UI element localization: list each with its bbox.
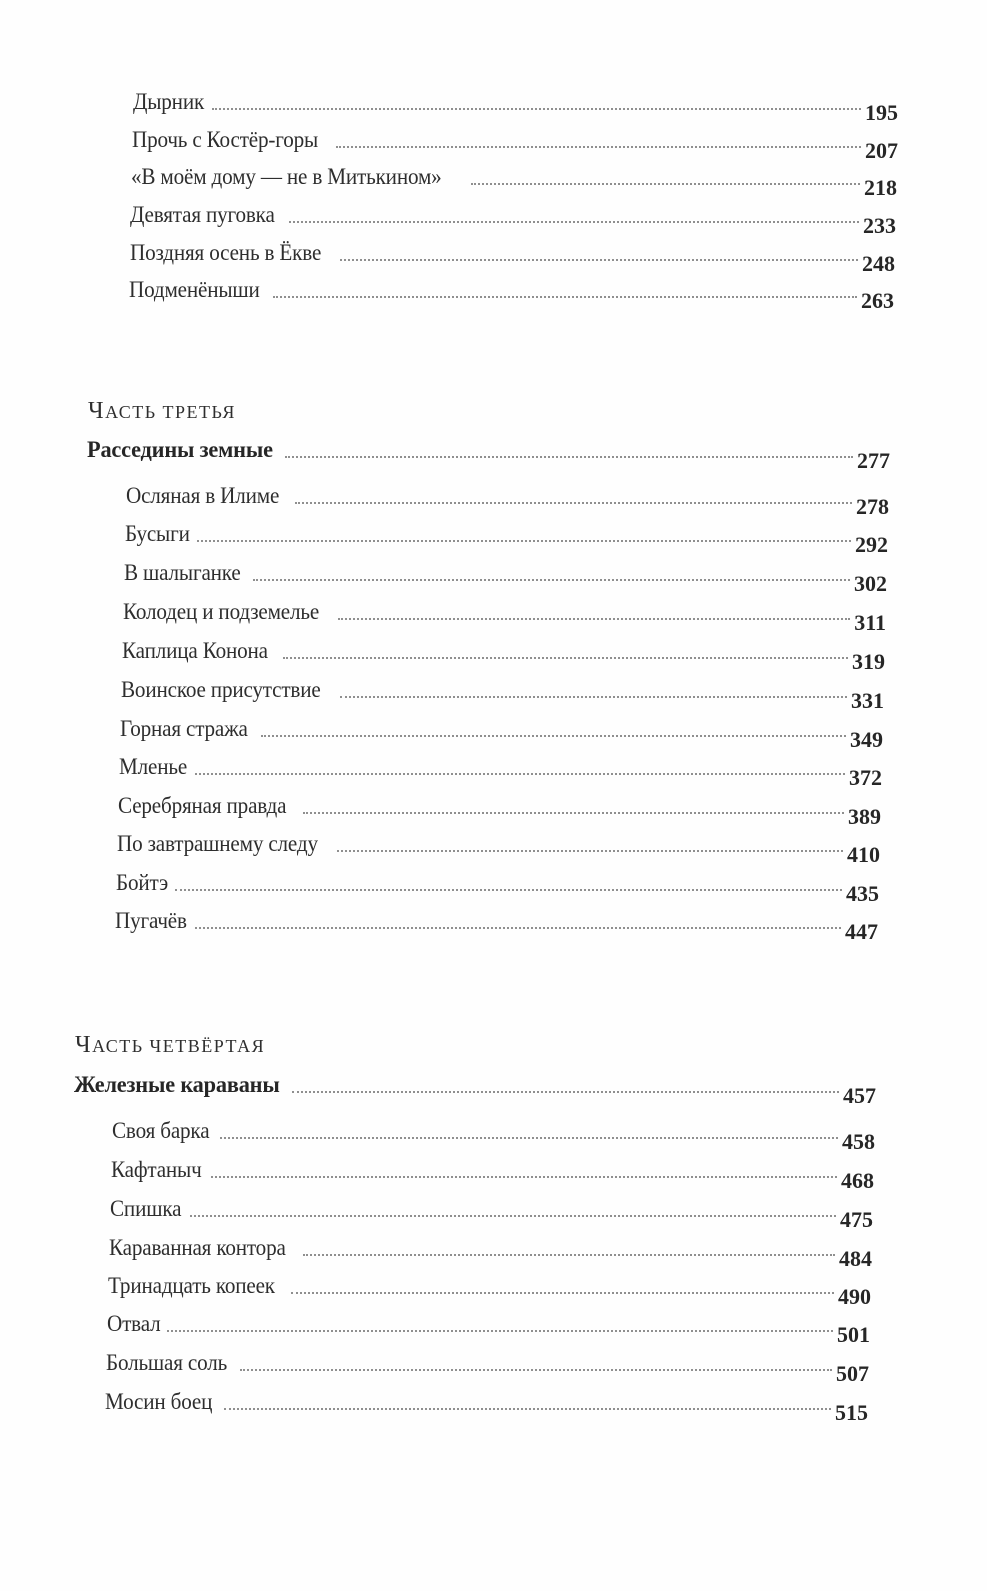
- entry-page-number: 331: [851, 688, 884, 713]
- entry-page-number: 278: [856, 494, 889, 519]
- entry-page-number: 207: [865, 138, 898, 163]
- entry-title: Бусыги: [125, 521, 190, 546]
- entry-title: «В моём дому — не в Митькином»: [131, 164, 442, 189]
- toc-chapter-entry[interactable]: [87, 432, 890, 473]
- chapter-title: Железные караваны: [74, 1072, 280, 1098]
- dot-leader: [224, 1408, 831, 1410]
- entry-title: Своя барка: [112, 1118, 210, 1143]
- toc-entry[interactable]: [123, 594, 886, 635]
- dot-leader: [190, 1215, 836, 1217]
- toc-entry[interactable]: [120, 711, 883, 752]
- toc-entry[interactable]: [131, 159, 897, 200]
- entry-page-number: 484: [839, 1246, 872, 1271]
- toc-entry[interactable]: [117, 826, 880, 867]
- dot-leader: [289, 221, 859, 223]
- entry-title: Колодец и подземелье: [123, 599, 320, 624]
- entry-page-number: 372: [849, 765, 882, 790]
- entry-title: Воинское присутствие: [121, 677, 321, 702]
- toc-entry[interactable]: [112, 1113, 875, 1154]
- part-four-label: ЧАСТЬ ЧЕТВЁРТАЯ: [75, 1032, 266, 1058]
- toc-entry[interactable]: [108, 1268, 871, 1309]
- entry-page-number: 475: [840, 1207, 873, 1232]
- toc-entry[interactable]: [107, 1306, 870, 1347]
- dot-leader: [338, 618, 850, 620]
- entry-title: Тринадцать копеек: [108, 1273, 275, 1298]
- chapter-page-number: 457: [843, 1083, 876, 1108]
- dot-leader: [261, 735, 846, 737]
- dot-leader: [273, 296, 857, 298]
- dot-leader: [283, 657, 848, 659]
- entry-page-number: 195: [865, 100, 898, 125]
- toc-entry[interactable]: [109, 1230, 872, 1271]
- toc-entry[interactable]: [126, 478, 889, 519]
- entry-title: Девятая пуговка: [130, 202, 275, 227]
- entry-title: Мленье: [119, 754, 188, 779]
- toc-entry[interactable]: [118, 788, 881, 829]
- entry-title: Горная стража: [120, 716, 248, 741]
- toc-entry[interactable]: [115, 903, 878, 944]
- dot-leader: [212, 108, 861, 110]
- entry-page-number: 435: [846, 881, 879, 906]
- toc-entry[interactable]: [122, 633, 885, 674]
- toc-entry[interactable]: [132, 122, 898, 163]
- dot-leader: [295, 502, 853, 504]
- entry-title: Поздняя осень в Ёкве: [130, 240, 322, 265]
- entry-page-number: 263: [861, 288, 894, 313]
- dot-leader: [167, 1330, 833, 1332]
- entry-title: Отвал: [107, 1311, 161, 1336]
- dot-leader: [291, 1292, 834, 1294]
- dot-leader: [253, 579, 850, 581]
- entry-title: Спишка: [110, 1196, 182, 1221]
- dot-leader: [340, 696, 847, 698]
- entry-page-number: 389: [848, 804, 881, 829]
- dot-leader: [195, 927, 841, 929]
- entry-page-number: 302: [854, 571, 887, 596]
- toc-entry[interactable]: [111, 1152, 874, 1193]
- toc-entry[interactable]: [130, 235, 895, 276]
- dot-leader: [285, 456, 853, 458]
- entry-page-number: 490: [838, 1284, 871, 1309]
- entry-page-number: 349: [850, 727, 883, 752]
- entry-title: Осляная в Илиме: [126, 483, 280, 508]
- entry-title: Серебряная правда: [118, 793, 287, 818]
- entry-title: Бойтэ: [116, 870, 168, 895]
- entry-page-number: 501: [837, 1322, 870, 1347]
- entry-title: В шалыганке: [124, 560, 241, 585]
- entry-page-number: 447: [845, 919, 878, 944]
- dot-leader: [303, 812, 844, 814]
- toc-entry[interactable]: [106, 1345, 869, 1386]
- dot-leader: [336, 146, 861, 148]
- toc-entry[interactable]: [116, 865, 879, 906]
- toc-entry[interactable]: [130, 197, 896, 238]
- dot-leader: [292, 1091, 839, 1093]
- entry-title: По завтрашнему следу: [117, 831, 318, 856]
- entry-title: Пугачёв: [115, 908, 187, 933]
- entry-title: Прочь с Костёр-горы: [132, 127, 319, 152]
- dot-leader: [220, 1137, 838, 1139]
- toc-entry[interactable]: [133, 84, 898, 125]
- toc-entry[interactable]: [110, 1191, 873, 1232]
- dot-leader: [197, 540, 851, 542]
- entry-page-number: 311: [854, 610, 886, 635]
- toc-entry[interactable]: [121, 672, 884, 713]
- entry-page-number: 218: [864, 175, 897, 200]
- chapter-title: Расседины земные: [87, 437, 273, 463]
- dot-leader: [303, 1254, 835, 1256]
- part-three-label: ЧАСТЬ ТРЕТЬЯ: [88, 398, 236, 424]
- entry-page-number: 515: [835, 1400, 868, 1425]
- entry-page-number: 458: [842, 1129, 875, 1154]
- entry-title: Караванная контора: [109, 1235, 286, 1260]
- dot-leader: [471, 183, 860, 185]
- dot-leader: [337, 850, 843, 852]
- entry-title: Кафтаныч: [111, 1157, 202, 1182]
- dot-leader: [240, 1369, 832, 1371]
- toc-entry[interactable]: [124, 555, 887, 596]
- dot-leader: [195, 773, 845, 775]
- toc-chapter-entry[interactable]: [74, 1067, 876, 1108]
- dot-leader: [175, 889, 842, 891]
- toc-entry[interactable]: [105, 1384, 868, 1425]
- chapter-page-number: 277: [857, 448, 890, 473]
- entry-title: Дырник: [133, 89, 205, 114]
- entry-title: Мосин боец: [105, 1389, 213, 1414]
- dot-leader: [211, 1176, 837, 1178]
- toc-entry[interactable]: [129, 272, 894, 313]
- entry-page-number: 319: [852, 649, 885, 674]
- entry-title: Каплица Конона: [122, 638, 268, 663]
- entry-page-number: 292: [855, 532, 888, 557]
- entry-page-number: 248: [862, 251, 895, 276]
- entry-page-number: 468: [841, 1168, 874, 1193]
- dot-leader: [340, 259, 858, 261]
- toc-entry[interactable]: [125, 516, 888, 557]
- toc-entry[interactable]: [119, 749, 882, 790]
- entry-page-number: 410: [847, 842, 880, 867]
- entry-title: Большая соль: [106, 1350, 228, 1375]
- entry-page-number: 507: [836, 1361, 869, 1386]
- entry-title: Подменёныши: [129, 277, 260, 302]
- entry-page-number: 233: [863, 213, 896, 238]
